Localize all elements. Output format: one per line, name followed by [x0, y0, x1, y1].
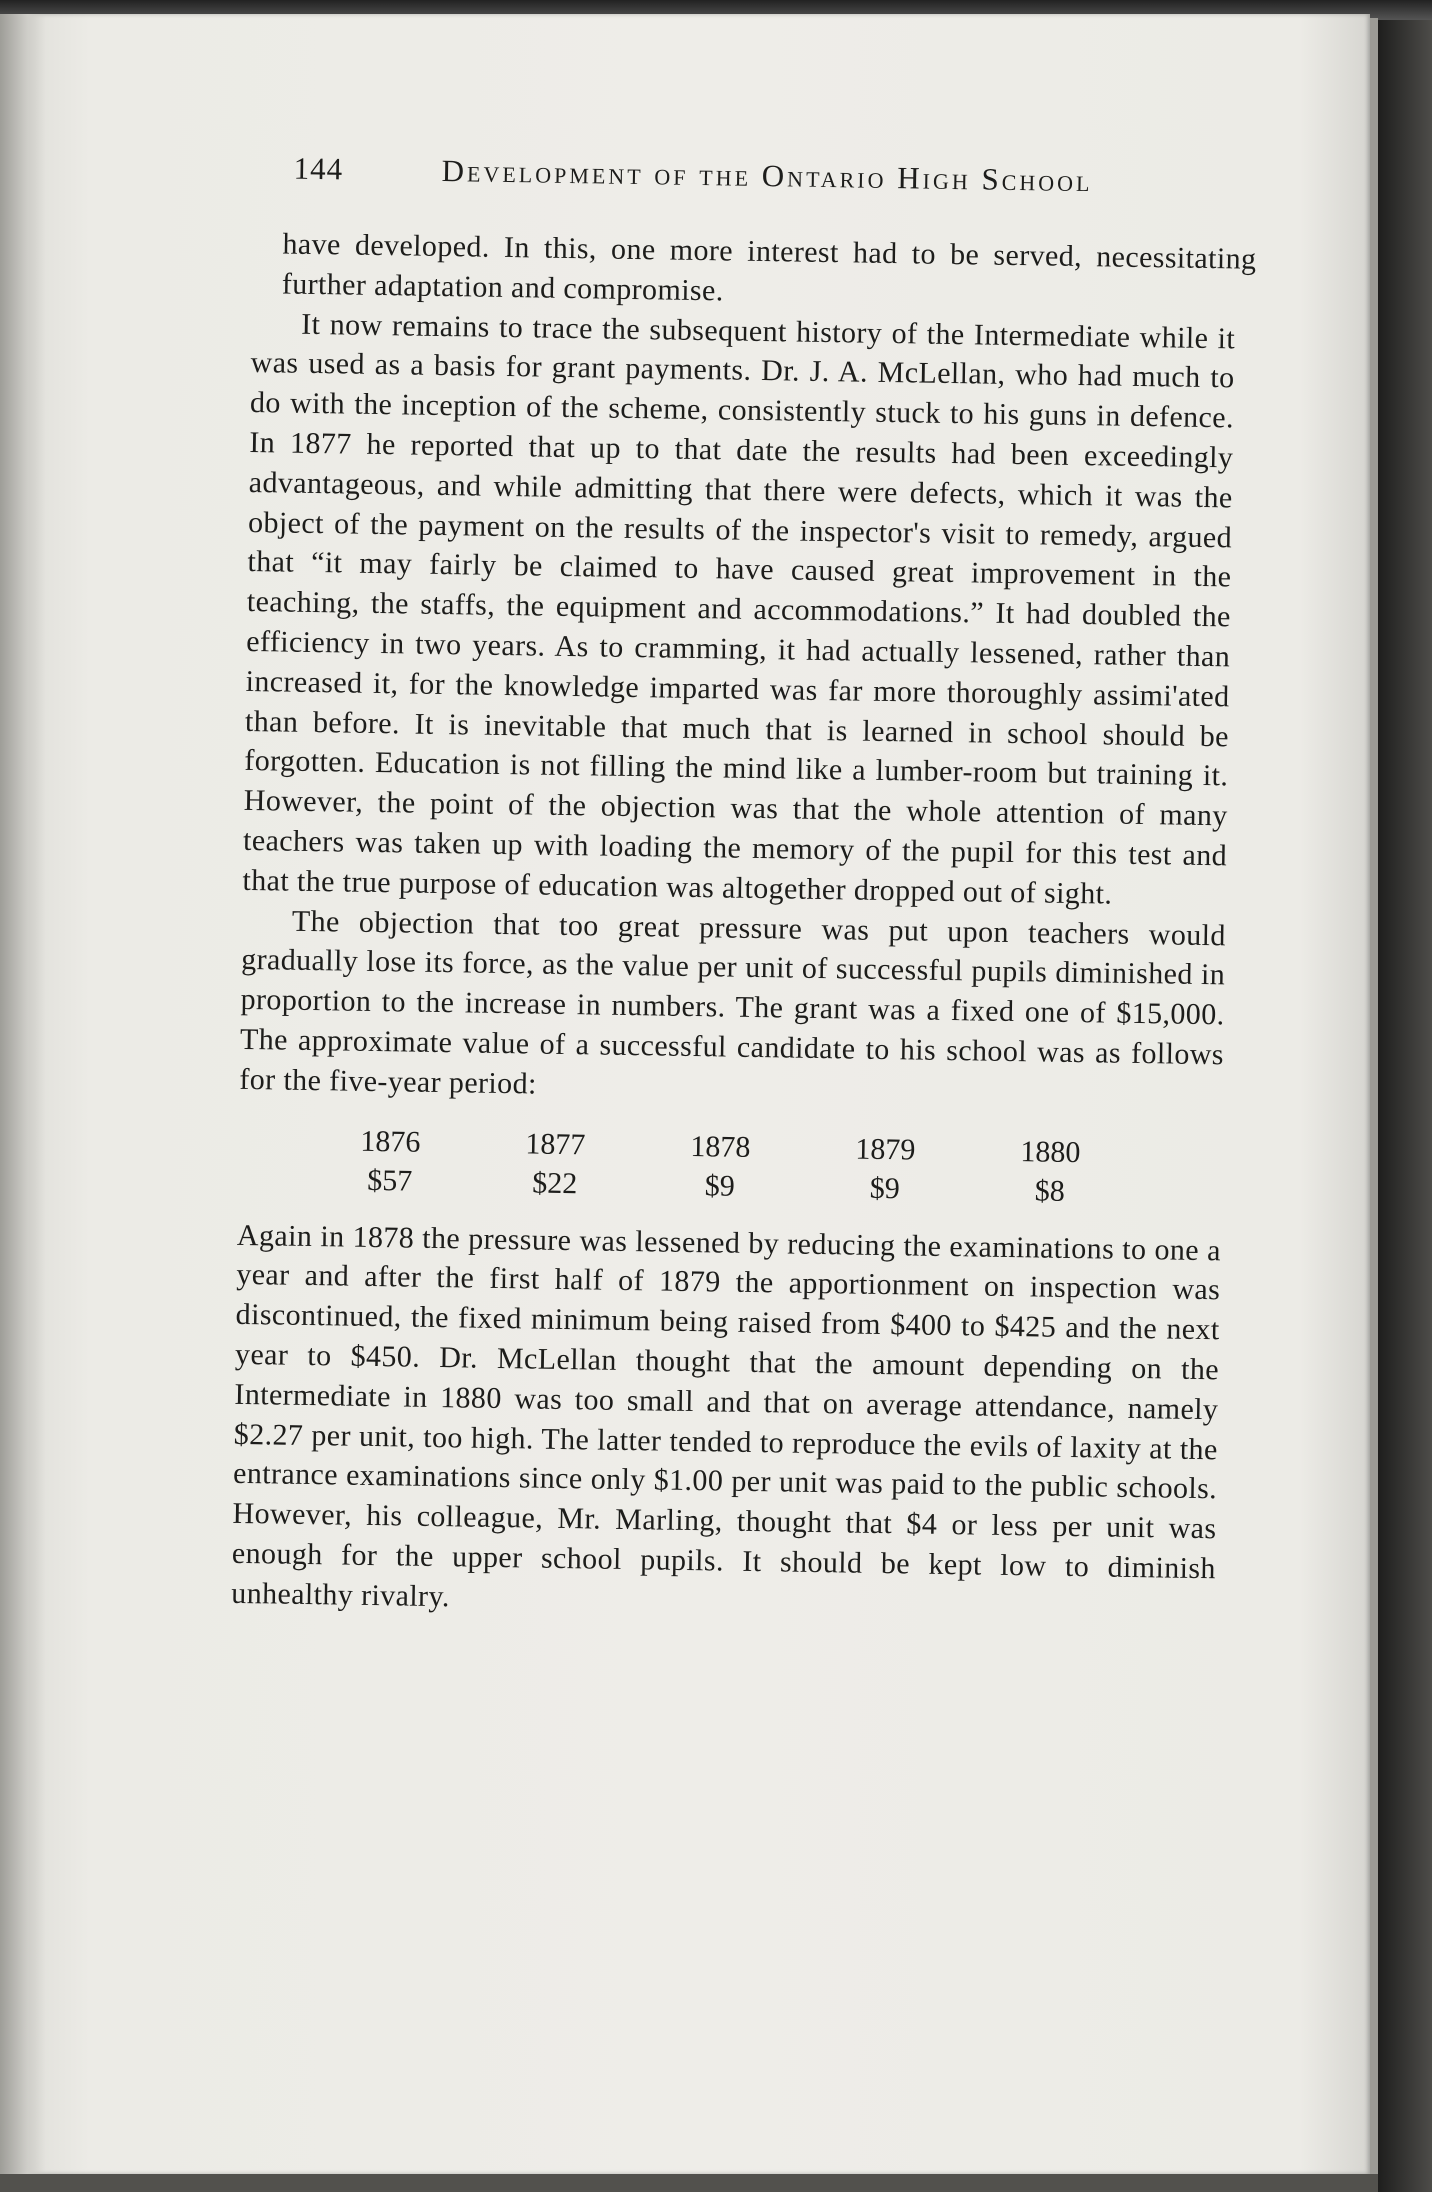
table-column [340, 1121, 441, 1201]
table-year: 1880 [1020, 1134, 1081, 1169]
paragraph-4: Again in 1878 the pressure was lessened by reducing the examinations to one a year and after the first half of 1879 the apportionment on inspection was discontinued, the fixed minimum being raised from $400 to $425 and the next year to $450. Dr. McLellan thought that the amount depending on the Intermediate in 1880 was too small and that on average attendance, namely $2.27 per unit, too high. The latter tended to reproduce the evils of laxity at the entrance examinations since only $1.00 per unit was paid to the public schools. However, his colleague, Mr. Marling, thought that $4 or less per unit was enough for the upper school pupils. It should be kept low to diminish unhealthy rivalry. [231, 1218, 1222, 1613]
page-content [231, 150, 1257, 1629]
table-year: 1879 [855, 1132, 916, 1167]
table-value: $8 [1034, 1173, 1066, 1208]
table-year: 1876 [360, 1124, 421, 1159]
table-column [834, 1129, 935, 1209]
table-column [669, 1126, 770, 1206]
table-value: $57 [367, 1163, 413, 1198]
table-year: 1878 [690, 1129, 751, 1164]
paragraph-2: It now remains to trace the subsequent history of the Intermediate while it was used as a basis for grant payments. Dr. J. A. McLellan, who had much to do with the inception of the scheme, consistently stuck to his guns in defence. In 1877 he reported that up to that date the results had been exceedingly advantageous, and while admitting that there were defects, which it was the object of the payment on the results of the inspector's visit to remedy, argued that “it may fairly be claimed to have caused great improvement in the teaching, the staffs, the equipment and accommodations.” It had doubled the efficiency in two years. As to cramming, it had actually lessened, rather than increased it, for the knowledge imparted was far more thoroughly assimi'ated than before. It is inevitable that much that is learned in school should be forgotten. Education is not filling the mind like a lumber-room but training it. However, the point of the objection was that the whole attention of many teachers was taken up with loading the memory of the pupil for this test and that the true purpose of education was altogether dropped out of sight. [242, 307, 1236, 911]
table-column [999, 1131, 1100, 1211]
scan-bottom-edge [0, 2174, 1378, 2192]
table-year: 1877 [525, 1126, 586, 1161]
paragraph-1: have developed. In this, one more interest had to be served, necessitating further adaptation and compromise. [281, 227, 1257, 308]
running-title: Development of the Ontario High School [441, 152, 1093, 199]
table-value: $9 [869, 1171, 901, 1205]
scan-right-edge [1378, 20, 1432, 2192]
value-table [340, 1121, 1101, 1211]
page-binding-shadow [0, 14, 46, 2174]
table-value: $22 [532, 1166, 578, 1200]
table-column [505, 1124, 606, 1204]
table-value: $9 [704, 1168, 736, 1203]
page-edge [1370, 18, 1378, 2178]
page-number: 144 [293, 150, 344, 187]
paragraph-3: The objection that too great pressure was put upon teachers would gradually lose its force, as the value per unit of successful pupils diminished in proportion to the increase in numbers. The grant was a fixed one of $15,000. The approximate value of a successful candidate to his school was as follows for the five-year period: [239, 904, 1227, 1101]
